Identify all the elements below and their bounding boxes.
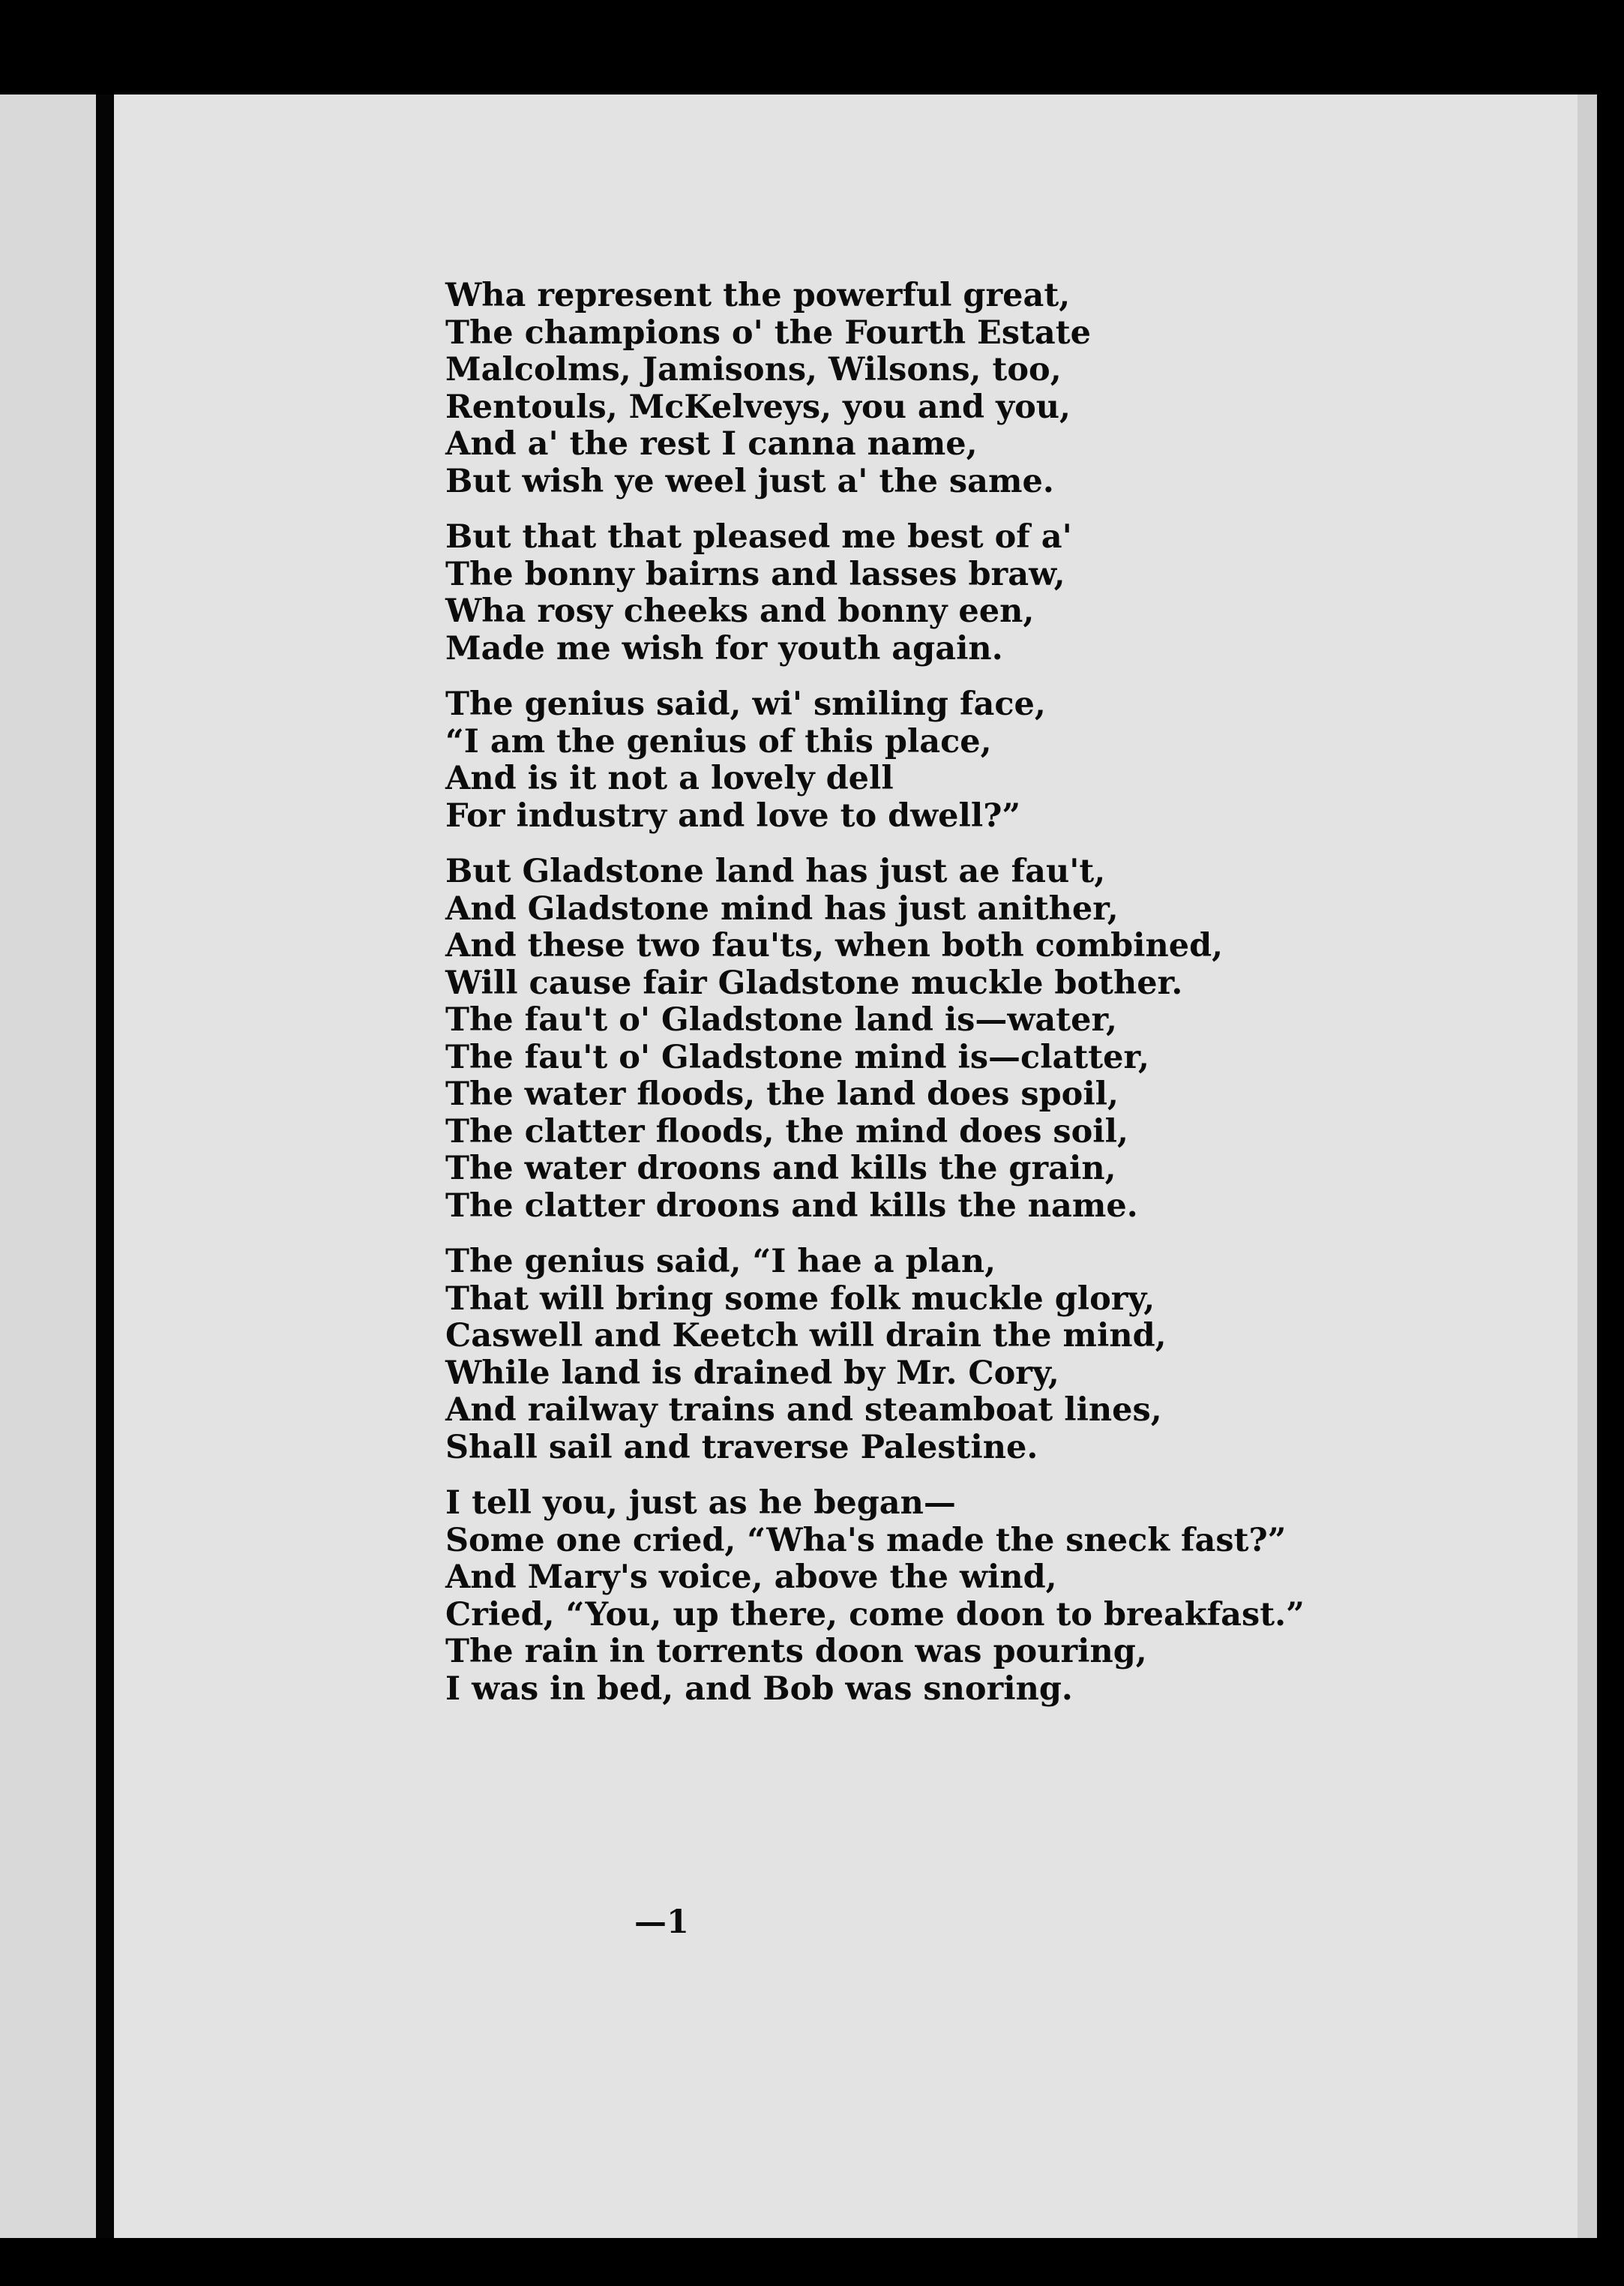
poem-line: Will cause fair Gladstone muckle bother.: [445, 964, 1183, 1002]
poem-line: “I am the genius of this place,: [445, 722, 992, 760]
poem-line: Some one cried, “Wha's made the sneck fast?”: [445, 1521, 1287, 1559]
poem-line: Cried, “You, up there, come doon to breakfast.”: [445, 1595, 1305, 1634]
stanza: [445, 686, 1345, 835]
poem-line: But Gladstone land has just ae fau't,: [445, 853, 1106, 890]
poem-line: That will bring some folk muckle glory,: [445, 1280, 1155, 1318]
poem-line: The champions o' the Fourth Estate: [445, 314, 1091, 352]
stanza: [445, 278, 1345, 500]
poem-line: The water droons and kills the grain,: [445, 1150, 1116, 1187]
poem-line: The clatter droons and kills the name.: [445, 1186, 1138, 1225]
poem-line: And a' the rest I canna name,: [445, 425, 978, 463]
poem-line: The fau't o' Gladstone mind is—clatter,: [445, 1038, 1149, 1076]
poem-line: Malcolms, Jamisons, Wilsons, too,: [445, 351, 1062, 388]
poem-line: I tell you, just as he began—: [445, 1484, 956, 1522]
stanza: [445, 1244, 1345, 1466]
poem-line: I was in bed, and Bob was snoring.: [445, 1670, 1073, 1708]
poem-line: And these two fau'ts, when both combined,: [445, 927, 1224, 964]
poem-line: And Gladstone mind has just anither,: [445, 890, 1119, 928]
poem-line: While land is drained by Mr. Cory,: [445, 1354, 1059, 1392]
poem-line: The genius said, wi' smiling face,: [445, 686, 1046, 723]
poem-line: The water floods, the land does spoil,: [445, 1076, 1119, 1113]
page-number: —1: [634, 1904, 689, 1941]
poem-line: Made me wish for youth again.: [445, 629, 1003, 668]
facing-page-edge: [0, 94, 96, 2238]
poem-text: [445, 278, 1345, 1726]
poem-line: The clatter floods, the mind does soil,: [445, 1112, 1128, 1150]
stanza: [445, 519, 1345, 668]
poem-line: The fau't o' Gladstone land is—water,: [445, 1001, 1117, 1039]
poem-line: The bonny bairns and lasses braw,: [445, 555, 1065, 593]
poem-line: And Mary's voice, above the wind,: [445, 1558, 1057, 1596]
stanza: [445, 854, 1345, 1225]
poem-line: Caswell and Keetch will drain the mind,: [445, 1317, 1167, 1354]
poem-line: The rain in torrents doon was pouring,: [445, 1633, 1147, 1670]
poem-line: For industry and love to dwell?”: [445, 796, 1021, 835]
poem-line: But wish ye weel just a' the same.: [445, 462, 1054, 500]
poem-line: The genius said, “I hae a plan,: [445, 1243, 996, 1280]
poem-line: Wha represent the powerful great,: [445, 277, 1071, 314]
book-gutter: [96, 94, 114, 2238]
poem-line: Wha rosy cheeks and bonny een,: [445, 592, 1035, 630]
poem-line: But that that pleased me best of a': [445, 518, 1072, 556]
poem-line: Rentouls, McKelveys, you and you,: [445, 388, 1071, 426]
poem-line: And is it not a lovely dell: [445, 760, 894, 797]
poem-line: And railway trains and steamboat lines,: [445, 1391, 1162, 1429]
poem-line: Shall sail and traverse Palestine.: [445, 1428, 1038, 1466]
stanza: [445, 1485, 1345, 1708]
page-right-edge: [1578, 94, 1597, 2238]
